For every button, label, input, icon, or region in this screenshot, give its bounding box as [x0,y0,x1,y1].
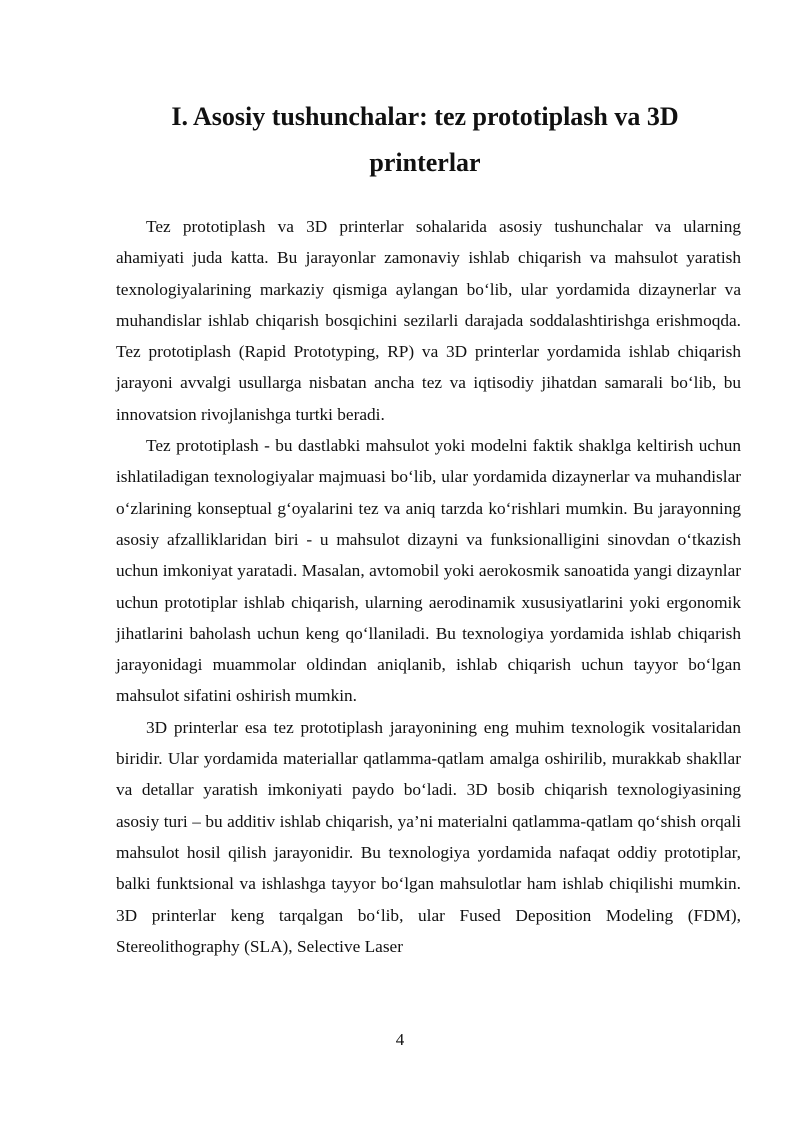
paragraph-3: 3D printerlar esa tez prototiplash jarayonining eng muhim texnologik vositalaridan biridir. Ular yordamida materiallar qatlamma-qatlam amalga oshirilib, murakkab shakllar va detallar yaratish imkoniyati paydo bo‘ladi. 3D bosib chiqarish texnologiyasining asosiy turi – bu additiv ishlab chiqarish, ya’ni materialni qatlamma-qatlam qo‘shish orqali mahsulot hosil qilish jarayonidir. Bu texnologiya yordamida nafaqat oddiy prototiplar, balki funktsional va ishlashga tayyor bo‘lgan mahsulotlar ham ishlab chiqilishi mumkin. 3D printerlar keng tarqalgan bo‘lib, ular Fused Deposition Modeling (FDM), Stereolithography (SLA), Selective Laser [116,717,741,956]
paragraph-2: Tez prototiplash - bu dastlabki mahsulot yoki modelni faktik shaklga keltirish uchun ishlatiladigan texnologiyalar majmuasi bo‘lib, ular yordamida dizaynerlar va muhandislar o‘zlarining konseptual g‘oyalarini tez va aniq tarzda ko‘rishlari mumkin. Bu jarayonning asosiy afzalliklaridan biri - u mahsulot dizayni va funksionalligini sinovdan o‘tkazish uchun imkoniyat yaratadi. Masalan, avtomobil yoki aerokosmik sanoatida yangi dizaynlar uchun prototiplar ishlab chiqarish, ularning aerodinamik xususiyatlarini yoki ergonomik jihatlarini baholash uchun keng qo‘llaniladi. Bu texnologiya yordamida ishlab chiqarish jarayonidagi muammolar oldindan aniqlanib, ishlab chiqarish uchun tayyor bo‘lgan mahsulot sifatini oshirish mumkin. [116,436,741,706]
paragraph-1: Tez prototiplash va 3D printerlar sohalarida asosiy tushunchalar va ularning ahamiyati juda katta. Bu jarayonlar zamonaviy ishlab chiqarish va mahsulot yaratish texnologiyalarining markaziy qismiga aylangan bo‘lib, ular yordamida dizaynerlar va muhandislar ishlab chiqarish bosqichini sezilarli darajada soddalashtirishga erishmoqda. Tez prototiplash (Rapid Prototyping, RP) va 3D printerlar yordamida ishlab chiqarish jarayoni avvalgi usullarga nisbatan ancha tez va iqtisodiy jihatdan samarali bo‘lib, bu innovatsion rivojlanishga turtki beradi. [116,217,741,424]
page-number: 4 [395,1030,405,1049]
section-title [110,94,740,186]
body-text [116,211,741,962]
section-title-line-1: I. Asosiy tushunchalar: tez prototiplash va 3D [171,102,679,131]
section-title-line-2: printerlar [369,148,481,177]
